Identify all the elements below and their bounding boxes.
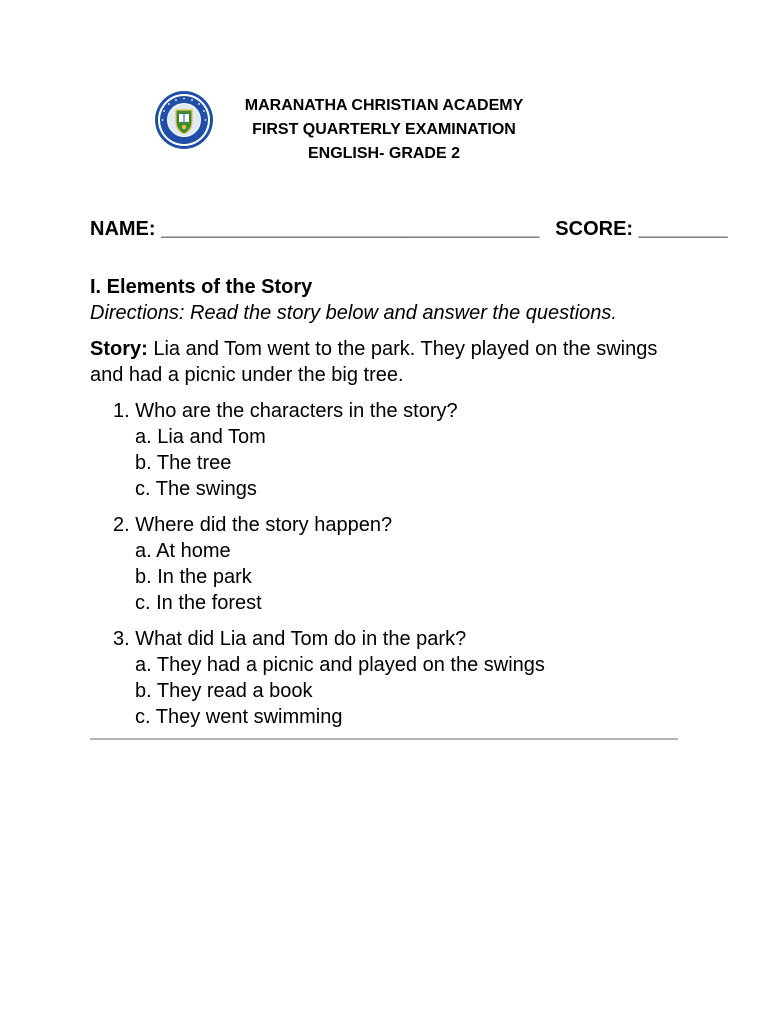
section-divider — [90, 738, 678, 740]
question-prompt — [90, 398, 690, 424]
answer-choice[interactable]: b. They read a book — [135, 680, 313, 702]
score-field[interactable]: SCORE: ________ — [555, 218, 728, 240]
name-field[interactable]: NAME: __________________________________ — [90, 218, 540, 240]
subject-grade: ENGLISH- GRADE 2 — [307, 145, 460, 162]
school-name: MARANATHA CHRISTIAN ACADEMY — [244, 97, 524, 114]
story-paragraph — [90, 336, 690, 388]
answer-choice[interactable]: b. In the park — [135, 566, 252, 588]
question-number: 1. — [113, 400, 130, 422]
story-label: Story: — [90, 338, 148, 360]
answer-choice[interactable]: c. They went swimming — [135, 706, 343, 728]
question-text: Who are the characters in the story? — [135, 400, 458, 422]
answer-choice[interactable]: b. The tree — [135, 452, 232, 474]
question-item — [90, 626, 690, 730]
question-list — [90, 398, 690, 730]
answer-choice[interactable]: a. Lia and Tom — [135, 426, 266, 448]
school-logo — [154, 90, 214, 150]
section-title: I. Elements of the Story — [90, 276, 313, 298]
answer-choice[interactable]: c. In the forest — [135, 592, 262, 614]
directions-text: Directions: Read the story below and answer the questions. — [90, 302, 617, 324]
question-prompt — [90, 626, 690, 652]
question-text: What did Lia and Tom do in the park? — [135, 628, 467, 650]
question-prompt — [90, 512, 690, 538]
question-item — [90, 512, 690, 616]
question-item — [90, 398, 690, 502]
question-number: 2. — [113, 514, 130, 536]
story-text: Lia and Tom went to the park. They played on the swings and had a picnic under the big tree. — [90, 338, 658, 386]
question-number: 3. — [113, 628, 130, 650]
exam-header — [228, 94, 540, 166]
question-text: Where did the story happen? — [135, 514, 393, 536]
answer-choice[interactable]: a. At home — [135, 540, 231, 562]
section-elements-of-story — [90, 274, 690, 740]
name-score-row — [90, 218, 728, 241]
exam-title: FIRST QUARTERLY EXAMINATION — [252, 121, 516, 138]
answer-choice[interactable]: a. They had a picnic and played on the swings — [135, 654, 545, 676]
answer-choice[interactable]: c. The swings — [135, 478, 257, 500]
